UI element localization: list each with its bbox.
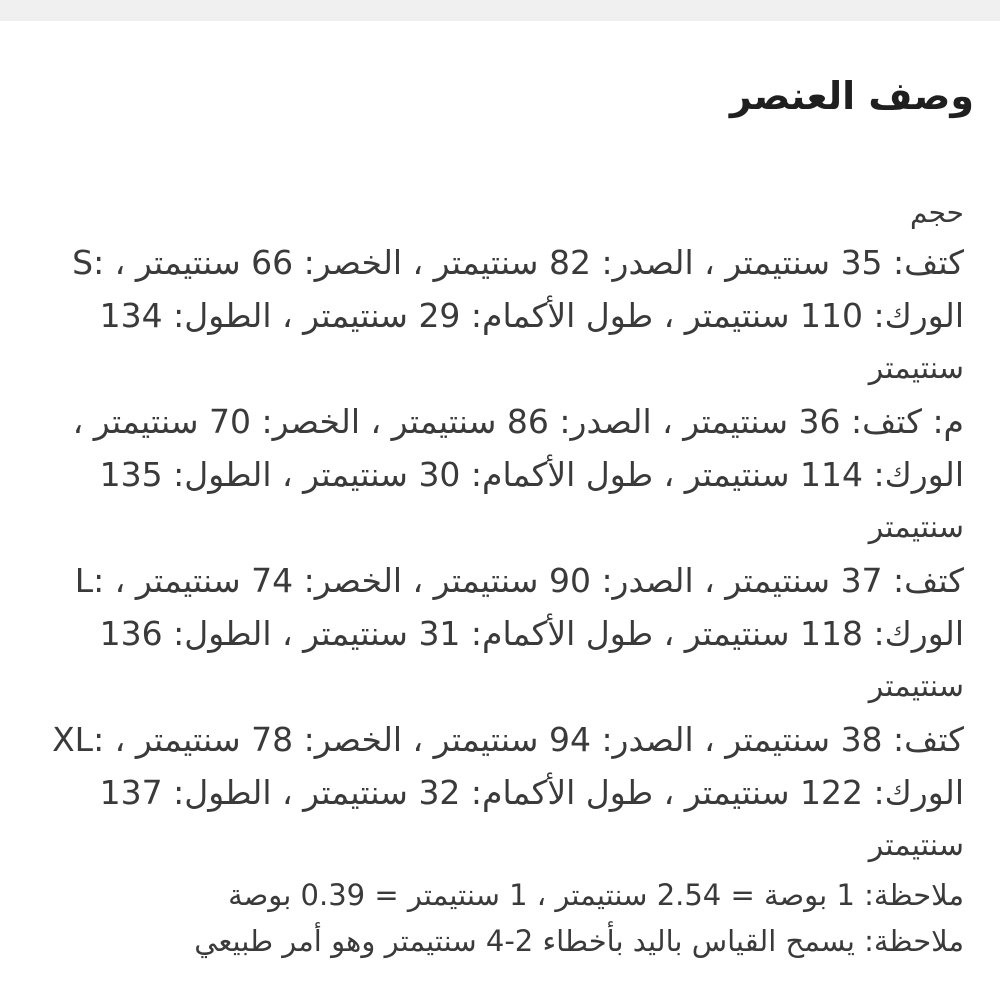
size-xl-line-2: الورك: 122 سنتيمتر ، طول الأكمام: 32 سنتيمتر ، الطول: 137 <box>99 773 964 812</box>
note-measurement-error: ملاحظة: يسمح القياس باليد بأخطاء 2-4 سنتيمتر وهو أمر طبيعي <box>194 924 964 958</box>
size-xl-line-3: سنتيمتر <box>868 828 964 863</box>
size-l-line-3: سنتيمتر <box>868 669 964 704</box>
size-m-line-3: سنتيمتر <box>868 510 964 545</box>
size-xl-line-1: كتف: 38 سنتيمتر ، الصدر: 94 سنتيمتر ، الخصر: 78 سنتيمتر ، :XL <box>52 720 964 759</box>
size-s-line-2: الورك: 110 سنتيمتر ، طول الأكمام: 29 سنتيمتر ، الطول: 134 <box>99 296 964 335</box>
top-divider-strip <box>0 0 1000 21</box>
size-s-line-3: سنتيمتر <box>868 351 964 386</box>
size-m-line-1: م: كتف: 36 سنتيمتر ، الصدر: 86 سنتيمتر ، الخصر: 70 سنتيمتر ، <box>72 402 964 441</box>
product-description <box>44 190 964 964</box>
section-title: وصف العنصر <box>729 74 974 118</box>
note-conversion: ملاحظة: 1 بوصة = 2.54 سنتيمتر ، 1 سنتيمتر = 0.39 بوصة <box>228 878 964 912</box>
size-l-line-2: الورك: 118 سنتيمتر ، طول الأكمام: 31 سنتيمتر ، الطول: 136 <box>99 614 964 653</box>
size-heading: حجم <box>909 196 964 229</box>
size-s-line-1: كتف: 35 سنتيمتر ، الصدر: 82 سنتيمتر ، الخصر: 66 سنتيمتر ، :S <box>72 243 964 282</box>
size-l-line-1: كتف: 37 سنتيمتر ، الصدر: 90 سنتيمتر ، الخصر: 74 سنتيمتر ، :L <box>74 561 964 600</box>
size-m-line-2: الورك: 114 سنتيمتر ، طول الأكمام: 30 سنتيمتر ، الطول: 135 <box>99 455 964 494</box>
